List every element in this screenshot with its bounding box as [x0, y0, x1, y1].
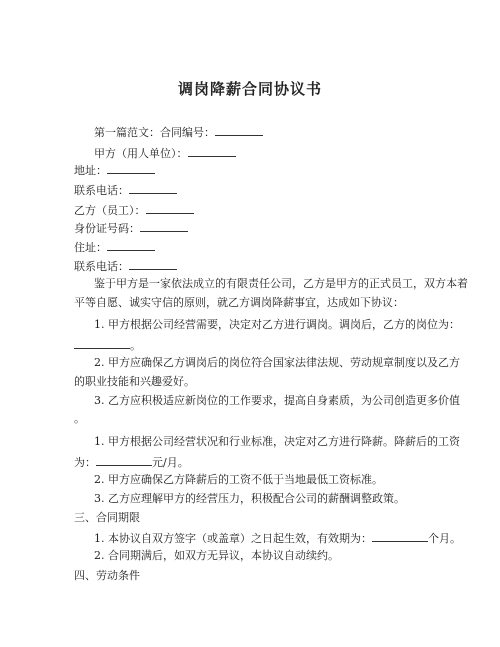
- phone-label: 联系电话：: [74, 184, 129, 197]
- transfer-clause-2-line-1: 2. 甲方应确保乙方调岗后的岗位符合国家法律法规、劳动规章制度以及乙方: [94, 356, 460, 369]
- residence-blank: [107, 239, 155, 251]
- phone2-label: 联系电话：: [74, 260, 129, 273]
- address-blank: [107, 162, 155, 174]
- address-line: [74, 162, 155, 178]
- residence-line: [74, 239, 155, 255]
- party-a-label: 甲方（用人单位）：: [94, 147, 188, 160]
- transfer-clause-1-end: 。: [130, 339, 141, 352]
- party-a-blank: [188, 145, 236, 157]
- section-3-heading: 三、合同期限: [74, 511, 140, 524]
- party-a-line: [94, 145, 236, 161]
- transfer-clause-1-line-1: 1. 甲方根据公司经营需要，决定对乙方进行调岗。调岗后，乙方的岗位为：: [94, 318, 460, 331]
- term-months-blank: [372, 530, 428, 542]
- phone2-line: [74, 258, 177, 274]
- phone-blank: [129, 182, 177, 194]
- contract-number-blank: [215, 124, 263, 136]
- id-number-label: 身份证号码：: [74, 222, 140, 235]
- salary-clause-1-line-1: 1. 甲方根据公司经营状况和行业标准，决定对乙方进行降薪。降薪后的工资: [94, 435, 460, 448]
- party-b-line: [74, 202, 194, 218]
- transfer-clause-1-line-2: [74, 337, 141, 353]
- salary-clause-2: 2. 甲方应确保乙方降薪后的工资不低于当地最低工资标准。: [94, 473, 383, 486]
- address-label: 地址：: [74, 164, 107, 177]
- residence-label: 住址：: [74, 241, 107, 254]
- preamble-line-1: 鉴于甲方是一家依法成立的有限责任公司，乙方是甲方的正式员工，双方本着: [94, 277, 468, 290]
- new-position-blank: [74, 337, 130, 349]
- transfer-clause-3-line-2: 。: [74, 412, 85, 425]
- salary-clause-1-prefix: 为：: [74, 456, 96, 469]
- document-title: 调岗降薪合同协议书: [177, 80, 322, 98]
- transfer-clause-3-line-1: 3. 乙方应积极适应新岗位的工作要求，提高自身素质，为公司创造更多价值: [94, 394, 460, 407]
- salary-clause-1-suffix: 元/月。: [152, 456, 189, 469]
- salary-clause-1-line-2: [74, 454, 189, 470]
- term-clause-1-prefix: 1. 本协议自双方签字（或盖章）之日起生效，有效期为：: [94, 532, 372, 545]
- party-b-blank: [146, 202, 194, 214]
- phone-line: [74, 182, 177, 198]
- section-4-heading: 四、劳动条件: [74, 569, 140, 582]
- term-clause-2: 2. 合同期满后，如双方无异议，本协议自动续约。: [94, 549, 339, 562]
- preamble-line-2: 平等自愿、诚实守信的原则，就乙方调岗降薪事宜，达成如下协议：: [74, 296, 404, 309]
- id-number-blank: [140, 220, 188, 232]
- new-salary-blank: [96, 454, 152, 466]
- transfer-clause-2-line-2: 的职业技能和兴趣爱好。: [74, 375, 195, 388]
- party-b-label: 乙方（员工）：: [74, 204, 146, 217]
- header-first-line-label: 第一篇范文：合同编号：: [94, 126, 215, 139]
- salary-clause-3: 3. 乙方应理解甲方的经营压力，积极配合公司的薪酬调整政策。: [94, 492, 405, 505]
- phone2-blank: [129, 258, 177, 270]
- id-number-line: [74, 220, 188, 236]
- header-first-line: [94, 124, 263, 140]
- term-clause-1-suffix: 个月。: [428, 532, 461, 545]
- term-clause-1: [94, 530, 461, 546]
